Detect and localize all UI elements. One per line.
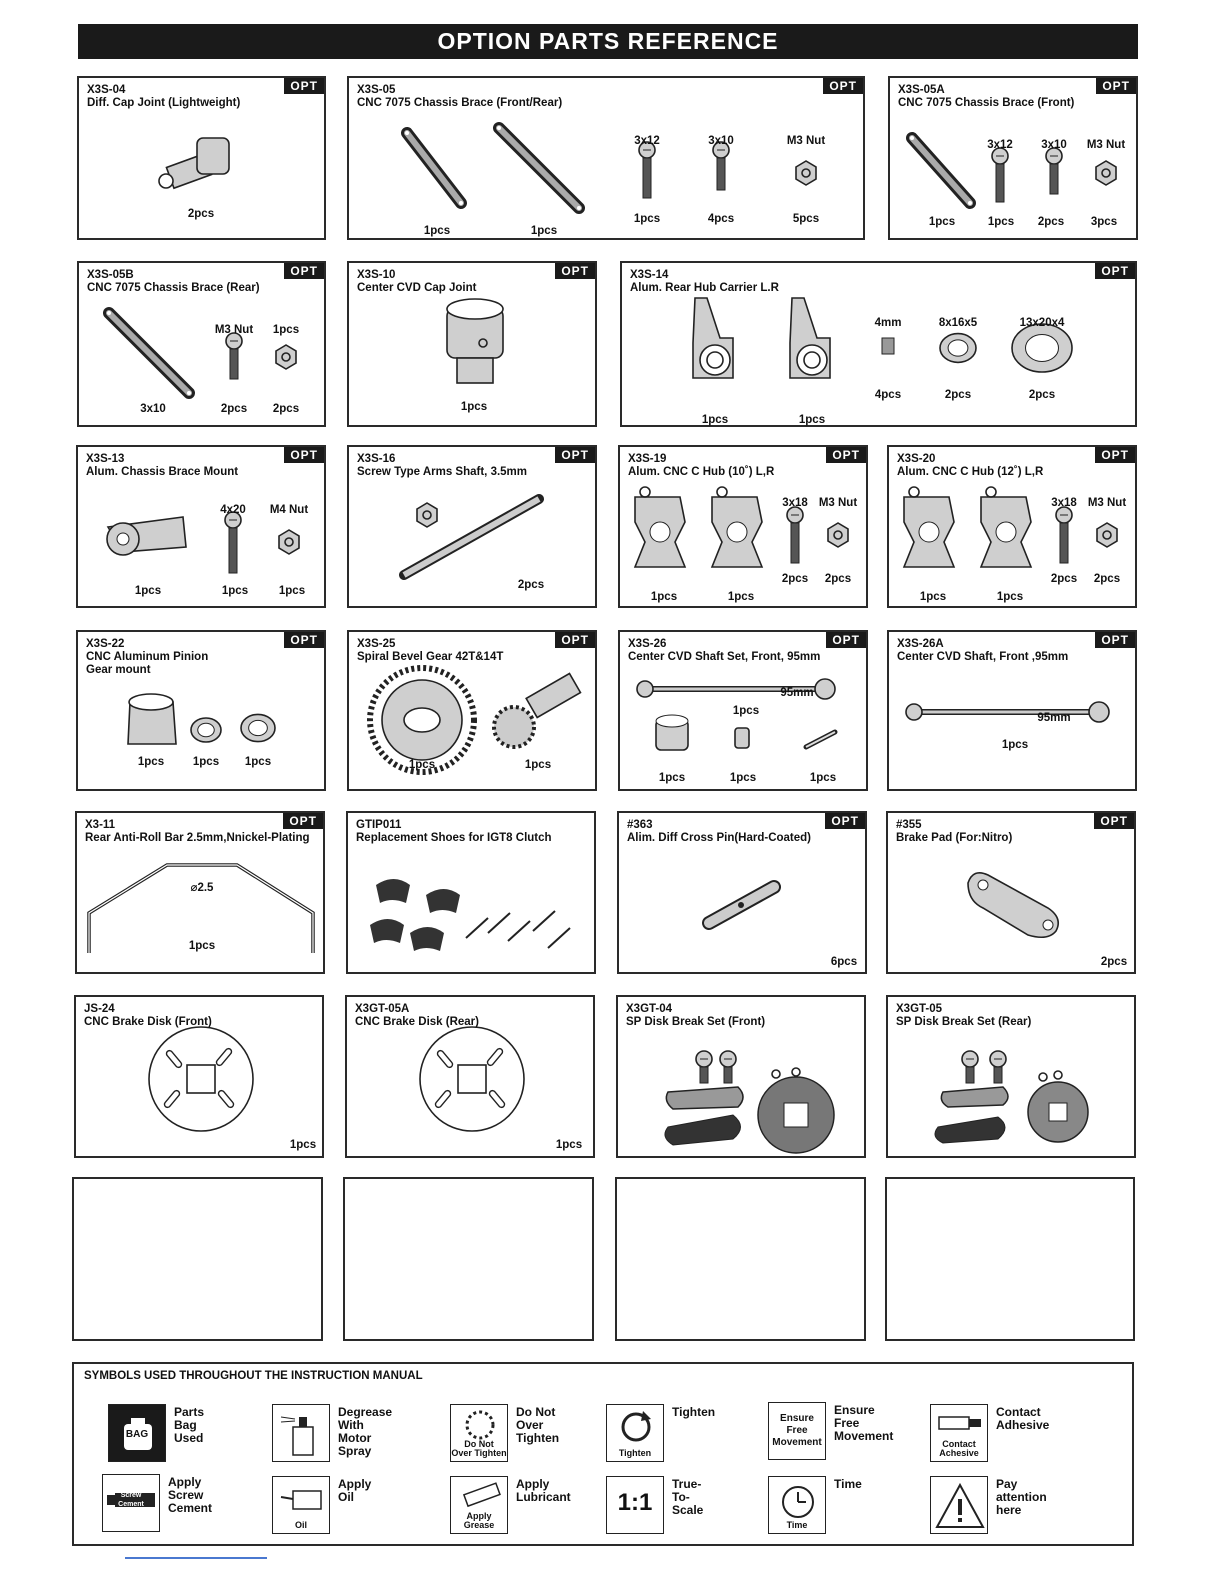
part-card [887, 630, 1137, 791]
pinion-gear-icon [494, 673, 580, 747]
part-card [886, 995, 1136, 1158]
chassis-brace-icon [107, 311, 191, 395]
quantity-label: ⌀2.5 [190, 882, 214, 894]
quantity-label: 8x16x5 [938, 317, 978, 329]
part-card [620, 261, 1137, 427]
quantity-label: 1pcs [408, 759, 436, 771]
bearing-icon [241, 714, 275, 741]
part-code: #355 [896, 819, 922, 831]
part-code: X3S-05B [87, 269, 134, 281]
quantity-label: 2pcs [944, 389, 972, 401]
part-card [347, 445, 597, 608]
quantity-label: 95mm [780, 687, 814, 699]
c-hub-icon [712, 487, 762, 567]
part-card [886, 811, 1136, 974]
screw-icon [696, 1051, 712, 1083]
quantity-label: 1pcs [1001, 739, 1029, 751]
part-code: X3GT-04 [626, 1003, 673, 1015]
oil-icon: Oil [272, 1476, 330, 1534]
quantity-label: 1pcs [289, 1139, 317, 1151]
part-name: Alum. CNC C Hub (10˚) L,R [628, 466, 775, 478]
bearing-icon [940, 334, 976, 363]
quantity-label: 1pcs [188, 940, 216, 952]
opt-badge: OPT [284, 263, 324, 279]
part-card [347, 76, 865, 240]
brake-pad-icon [968, 873, 1058, 937]
quantity-label: 3x18 [782, 497, 808, 509]
quantity-label: 1pcs [928, 216, 956, 228]
quantity-label: 1pcs [244, 756, 272, 768]
symbols-title: SYMBOLS USED THROUGHOUT THE INSTRUCTION MANUAL [84, 1370, 423, 1382]
part-code: X3GT-05A [355, 1003, 410, 1015]
opt-badge: OPT [1095, 632, 1135, 648]
clutch-shoes-icon [370, 879, 460, 951]
part-card [346, 811, 596, 974]
symbol-label: Apply Lubricant [516, 1477, 571, 1504]
part-code: JS-24 [84, 1003, 115, 1015]
part-name: Alum. Chassis Brace Mount [86, 466, 239, 478]
quantity-label: 1pcs [658, 772, 686, 784]
quantity-label: 1pcs [996, 591, 1024, 603]
quantity-label: 3x18 [1051, 497, 1077, 509]
screw-icon [639, 142, 655, 198]
quantity-label: 1pcs [919, 591, 947, 603]
part-name: Brake Pad (For:Nitro) [896, 832, 1013, 844]
chassis-brace-icon [910, 136, 972, 205]
opt-badge: OPT [1095, 447, 1135, 463]
quantity-label: 4pcs [707, 213, 735, 225]
part-card [618, 630, 868, 791]
quantity-label: 1pcs [423, 225, 451, 237]
quantity-label: 2pcs [517, 579, 545, 591]
opt-badge: OPT [284, 632, 324, 648]
part-card [888, 76, 1138, 240]
quantity-label: M3 Nut [214, 324, 254, 336]
quantity-label: 2pcs [187, 208, 215, 220]
quantity-label: M4 Nut [269, 504, 309, 516]
cvd-cap-joint-icon [447, 299, 503, 383]
quantity-label: 2pcs [824, 573, 852, 585]
quantity-label: 3x12 [987, 139, 1013, 151]
quantity-label: M3 Nut [1086, 139, 1126, 151]
brake-disk-icon [1028, 1082, 1088, 1142]
quantity-label: 3x12 [634, 135, 660, 147]
brake-disk-icon [420, 1027, 524, 1131]
part-name: Replacement Shoes for IGT8 Clutch [356, 832, 552, 844]
screw-icon [1046, 148, 1062, 194]
quantity-label: 1pcs [278, 585, 306, 597]
screw-icon [990, 1051, 1006, 1083]
part-card [347, 630, 597, 791]
quantity-label: 1pcs [530, 225, 558, 237]
bearing-icon [191, 718, 221, 742]
cross-pin-icon [806, 732, 835, 747]
quantity-label: 1pcs [134, 585, 162, 597]
part-name: Diff. Cap Joint (Lightweight) [87, 97, 241, 109]
part-card [617, 811, 867, 974]
symbol-label: True-To-Scale [672, 1477, 704, 1517]
part-code: X3S-19 [628, 453, 667, 465]
quantity-label: 6pcs [830, 956, 858, 968]
part-code: X3S-25 [357, 638, 396, 650]
quantity-label: 2pcs [1093, 573, 1121, 585]
part-code: #363 [627, 819, 653, 831]
nut-icon [1096, 161, 1116, 185]
quantity-label: 4pcs [874, 389, 902, 401]
quantity-label: 1pcs [555, 1139, 583, 1151]
c-hub-icon [635, 487, 685, 567]
quantity-label: 2pcs [1028, 389, 1056, 401]
part-code: X3S-10 [357, 269, 396, 281]
quantity-label: 1pcs [524, 759, 552, 771]
quantity-label: 1pcs [732, 705, 760, 717]
part-name: CNC 7075 Chassis Brace (Rear) [87, 282, 260, 294]
quantity-label: 2pcs [1100, 956, 1128, 968]
quantity-label: M3 Nut [1087, 497, 1127, 509]
symbols-legend [72, 1362, 1134, 1546]
opt-badge: OPT [826, 632, 866, 648]
bag-icon: BAG [108, 1404, 166, 1462]
quantity-label: 1pcs [460, 401, 488, 413]
opt-badge: OPT [823, 78, 863, 94]
cvd-shaft-icon [906, 702, 1109, 722]
quantity-label: 2pcs [781, 573, 809, 585]
page-title: OPTION PARTS REFERENCE [78, 24, 1138, 59]
quantity-label: 1pcs [798, 414, 826, 426]
brake-pad-icon [935, 1087, 1008, 1143]
nut-icon [828, 523, 848, 547]
warning-icon [930, 1476, 988, 1534]
quantity-label: 1pcs [221, 585, 249, 597]
screw-icon [962, 1051, 978, 1083]
part-name: CNC Aluminum Pinion Gear mount [86, 651, 209, 676]
nut-icon [796, 161, 816, 185]
part-code: X3S-05 [357, 84, 396, 96]
quantity-label: 5pcs [792, 213, 820, 225]
part-card [347, 261, 597, 427]
grease-icon: Apply Grease [450, 1476, 508, 1534]
hub-carrier-icon [790, 298, 830, 378]
part-name: Alum. Rear Hub Carrier L.R [630, 282, 779, 294]
part-name: CNC Brake Disk (Rear) [355, 1016, 479, 1028]
opt-badge: OPT [1095, 263, 1135, 279]
part-code: X3S-13 [86, 453, 125, 465]
quantity-label: 4mm [874, 317, 902, 329]
symbol-label: Contact Adhesive [996, 1405, 1050, 1432]
quantity-label: M3 Nut [818, 497, 858, 509]
brake-pad-icon [665, 1087, 743, 1145]
quantity-label: 3x10 [708, 135, 734, 147]
quantity-label: 3x10 [1041, 139, 1067, 151]
symbol-label: Degrease With Motor Spray [338, 1405, 393, 1458]
part-name: CNC 7075 Chassis Brace (Front) [898, 97, 1075, 109]
part-code: X3S-26 [628, 638, 667, 650]
part-name: Center CVD Shaft Set, Front, 95mm [628, 651, 821, 663]
diff-cap-joint-icon [159, 138, 229, 188]
clutch-springs-icon [466, 911, 570, 948]
screw-icon [225, 512, 241, 573]
set-screw-icon [882, 338, 894, 354]
hub-carrier-icon [693, 298, 733, 378]
chassis-brace-icon [497, 126, 581, 210]
spray-icon [272, 1404, 330, 1462]
opt-badge: OPT [555, 263, 595, 279]
free-movement-icon: Ensure Free Movement [768, 1402, 826, 1460]
part-code: X3S-16 [357, 453, 396, 465]
part-card [345, 995, 595, 1158]
opt-badge: OPT [1096, 78, 1136, 94]
part-name: Screw Type Arms Shaft, 3.5mm [357, 466, 528, 478]
c-hub-icon [904, 487, 954, 567]
part-card [75, 811, 325, 974]
bearing-icon [1012, 324, 1072, 372]
do-not-over-tighten-icon: Do Not Over Tighten [450, 1404, 508, 1462]
part-card [76, 445, 326, 608]
part-code: X3S-04 [87, 84, 126, 96]
brake-disk-icon [149, 1027, 253, 1131]
tighten-icon: Tighten [606, 1404, 664, 1462]
opt-badge: OPT [555, 632, 595, 648]
part-name: Alim. Diff Cross Pin(Hard-Coated) [627, 832, 812, 844]
opt-badge: OPT [284, 78, 324, 94]
part-name: Alum. CNC C Hub (12˚) L,R [897, 466, 1044, 478]
symbol-label: Parts Bag Used [174, 1405, 205, 1445]
quantity-label: 1pcs [633, 213, 661, 225]
part-card [616, 995, 866, 1158]
c-hub-icon [981, 487, 1031, 567]
part-name: Center CVD Cap Joint [357, 282, 477, 294]
part-name: Spiral Bevel Gear 42T&14T [357, 651, 504, 663]
symbol-label: Apply Screw Cement [168, 1475, 213, 1515]
symbol-label: Do Not Over Tighten [516, 1405, 560, 1445]
part-code: X3S-20 [897, 453, 936, 465]
spring-icon [772, 1068, 800, 1078]
cross-pin-icon [709, 887, 774, 923]
screw-icon [720, 1051, 736, 1083]
nut-icon [417, 503, 437, 527]
screw-cement-icon: Screw Cement [102, 1474, 160, 1532]
opt-badge: OPT [826, 447, 866, 463]
screw-icon [992, 148, 1008, 202]
empty-card [885, 1177, 1135, 1341]
part-code: GTIP011 [356, 819, 402, 831]
opt-badge: OPT [555, 447, 595, 463]
symbol-label: Ensure Free Movement [834, 1403, 894, 1443]
part-card [74, 995, 324, 1158]
part-name: CNC Brake Disk (Front) [84, 1016, 212, 1028]
quantity-label: 1pcs [729, 772, 757, 784]
brace-mount-icon [107, 517, 186, 555]
nut-icon [276, 345, 296, 369]
quantity-label: 1pcs [809, 772, 837, 784]
opt-badge: OPT [284, 447, 324, 463]
part-code: X3S-05A [898, 84, 945, 96]
quantity-label: 1pcs [727, 591, 755, 603]
quantity-label: 1pcs [650, 591, 678, 603]
clock-icon: Time [768, 1476, 826, 1534]
part-card [77, 261, 326, 427]
cap-joint-icon [656, 715, 688, 750]
pinion-mount-icon [128, 694, 176, 744]
opt-badge: OPT [1094, 813, 1134, 829]
part-name: SP Disk Break Set (Rear) [896, 1016, 1032, 1028]
screw-icon [226, 333, 242, 379]
part-code: X3S-14 [630, 269, 669, 281]
spiral-bevel-gear-icon [370, 668, 474, 772]
symbol-label: Time [834, 1477, 862, 1491]
divider [125, 1557, 267, 1559]
part-name: SP Disk Break Set (Front) [626, 1016, 766, 1028]
quantity-label: 2pcs [1037, 216, 1065, 228]
spring-icon [1039, 1071, 1062, 1081]
quantity-label: 95mm [1037, 712, 1071, 724]
nut-icon [279, 530, 299, 554]
part-card [76, 630, 326, 791]
empty-card [72, 1177, 323, 1341]
part-name: CNC 7075 Chassis Brace (Front/Rear) [357, 97, 563, 109]
empty-card [615, 1177, 866, 1341]
quantity-label: 2pcs [220, 403, 248, 415]
symbol-label: Tighten [672, 1405, 716, 1419]
screw-icon [787, 507, 803, 563]
nut-icon [1097, 523, 1117, 547]
quantity-label: 1pcs [272, 324, 300, 336]
brake-disk-icon [758, 1077, 834, 1153]
part-code: X3GT-05 [896, 1003, 943, 1015]
part-card [618, 445, 868, 608]
quantity-label: 2pcs [1050, 573, 1078, 585]
scale-icon: 1:1 [606, 1476, 664, 1534]
part-code: X3-11 [85, 819, 116, 831]
symbol-label: Pay attention here [996, 1477, 1047, 1517]
quantity-label: 1pcs [137, 756, 165, 768]
pin-sleeve-icon [735, 728, 749, 748]
opt-badge: OPT [825, 813, 865, 829]
part-card [887, 445, 1137, 608]
quantity-label: 4x20 [220, 504, 246, 516]
part-name: Rear Anti-Roll Bar 2.5mm,Nnickel-Plating [85, 832, 310, 844]
quantity-label: 2pcs [272, 403, 300, 415]
part-card [77, 76, 326, 240]
quantity-label: 1pcs [987, 216, 1015, 228]
chassis-brace-icon [405, 131, 463, 205]
symbol-label: Apply Oil [338, 1477, 372, 1504]
quantity-label: 13x20x4 [1019, 317, 1065, 329]
contact-adhesive-icon: Contact Achesive [930, 1404, 988, 1462]
quantity-label: 1pcs [192, 756, 220, 768]
part-code: X3S-26A [897, 638, 944, 650]
quantity-label: M3 Nut [786, 135, 826, 147]
opt-badge: OPT [283, 813, 323, 829]
quantity-label: 3x10 [140, 403, 166, 415]
part-code: X3S-22 [86, 638, 125, 650]
quantity-label: 1pcs [701, 414, 729, 426]
part-name: Center CVD Shaft, Front ,95mm [897, 651, 1069, 663]
empty-card [343, 1177, 594, 1341]
screw-icon [713, 142, 729, 190]
screw-icon [1056, 507, 1072, 563]
quantity-label: 3pcs [1090, 216, 1118, 228]
